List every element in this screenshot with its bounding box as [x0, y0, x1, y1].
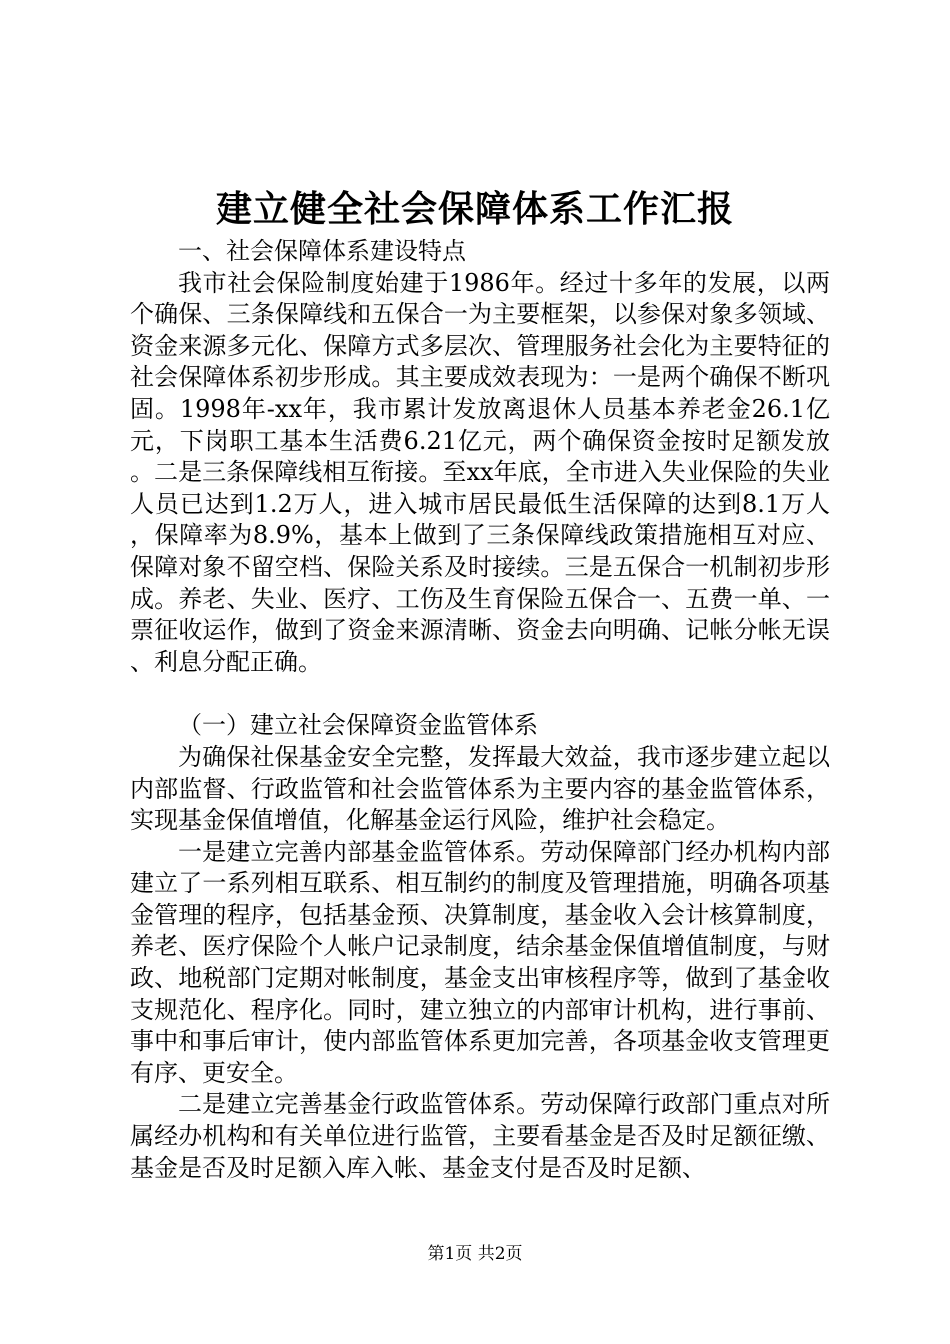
document-title: 建立健全社会保障体系工作汇报	[215, 188, 734, 230]
paragraph: 二是建立完善基金行政监管体系。劳动保障行政部门重点对所属经办机构和有关单位进行监管，主要看基金是否及时足额征缴、基金是否及时足额入库入帐、基金支付是否及时足额、	[130, 1090, 830, 1182]
page-number: 第1页 共2页	[427, 1244, 523, 1264]
subsection-heading: （一）建立社会保障资金监管体系	[178, 711, 538, 740]
document-body	[130, 236, 830, 1184]
paragraph: 我市社会保险制度始建于1986年。经过十多年的发展，以两个确保、三条保障线和五保合一为主要框架，以参保对象多领域、资金来源多元化、保障方式多层次、管理服务社会化为主要特征的社会保障体系初步形成。其主要成效表现为：一是两个确保不断巩固。1998年-xx年，我市累计发放离退休人员基本养老金26.1亿元，下岗职工基本生活费6.21亿元，两个确保资金按时足额发放。二是三条保障线相互衔接。至xx年底，全市进入失业保险的失业人员已达到1.2万人，进入城市居民最低生活保障的达到8.1万人，保障率为8.9%，基本上做到了三条保障线政策措施相互对应、保障对象不留空档、保险关系及时接续。三是五保合一机制初步形成。养老、失业、医疗、工伤及生育保险五保合一、五费一单、一票征收运作，做到了资金来源清晰、资金去向明确、记帐分帐无误、利息分配正确。	[130, 268, 830, 676]
paragraph: 为确保社保基金安全完整，发挥最大效益，我市逐步建立起以内部监督、行政监管和社会监管体系为主要内容的基金监管体系，实现基金保值增值，化解基金运行风险，维护社会稳定。	[130, 742, 830, 835]
paragraph: 一是建立完善内部基金监管体系。劳动保障部门经办机构内部建立了一系列相互联系、相互制约的制度及管理措施，明确各项基金管理的程序，包括基金预、决算制度，基金收入会计核算制度，养老、医疗保险个人帐户记录制度，结余基金保值增值制度，与财政、地税部门定期对帐制度，基金支出审核程序等，做到了基金收支规范化、程序化。同时，建立独立的内部审计机构，进行事前、事中和事后审计，使内部监管体系更加完善，各项基金收支管理更有序、更安全。	[130, 837, 830, 1087]
section-heading: 一、社会保障体系建设特点	[178, 237, 466, 265]
